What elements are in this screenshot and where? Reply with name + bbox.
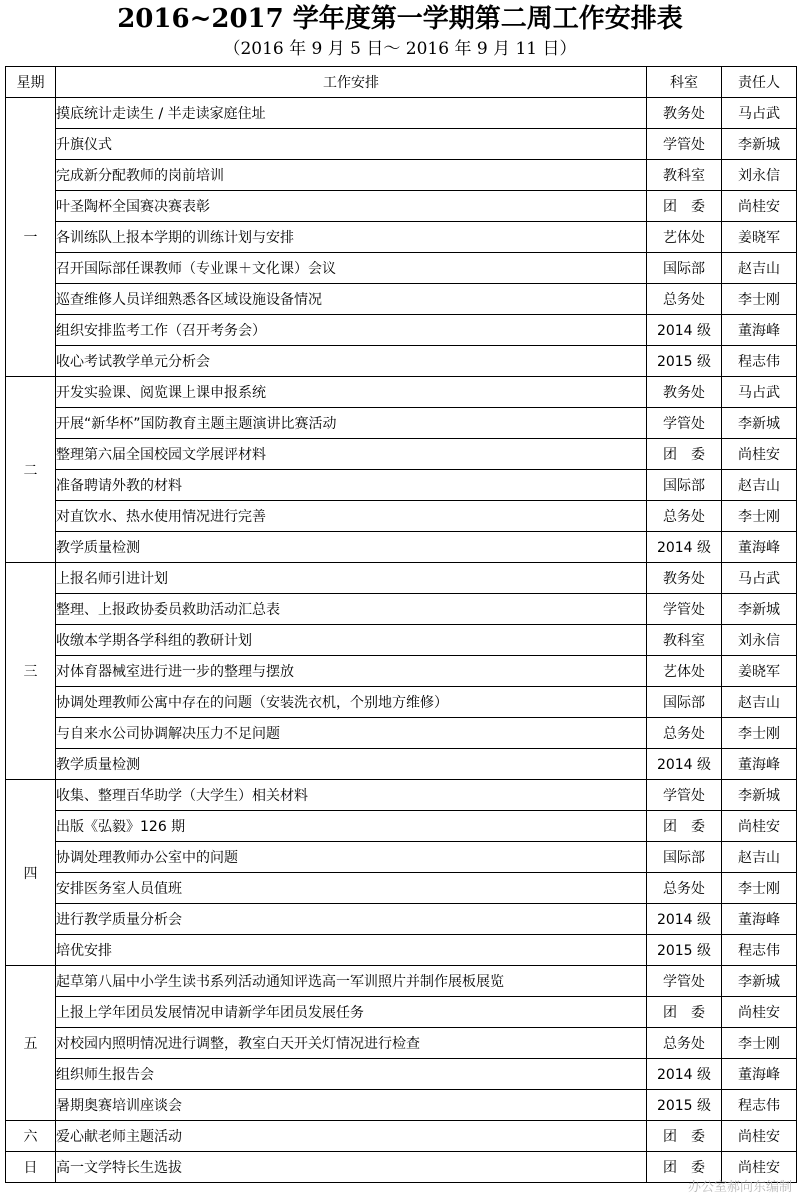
table-row	[6, 439, 797, 470]
responsible-person-cell: 程志伟	[722, 935, 797, 966]
table-row	[6, 408, 797, 439]
table-row	[6, 625, 797, 656]
department-cell: 教务处	[647, 377, 722, 408]
task-cell: 完成新分配教师的岗前培训	[56, 160, 647, 191]
table-row	[6, 129, 797, 160]
responsible-person-cell: 马占武	[722, 563, 797, 594]
department-cell: 总务处	[647, 718, 722, 749]
department-cell: 团 委	[647, 811, 722, 842]
task-cell: 上报名师引进计划	[56, 563, 647, 594]
responsible-person-cell: 刘永信	[722, 160, 797, 191]
table-row	[6, 656, 797, 687]
department-cell: 国际部	[647, 253, 722, 284]
task-cell: 升旗仪式	[56, 129, 647, 160]
responsible-person-cell: 李新城	[722, 966, 797, 997]
department-cell: 2014 级	[647, 315, 722, 346]
task-cell: 叶圣陶杯全国赛决赛表彰	[56, 191, 647, 222]
table-row	[6, 594, 797, 625]
task-cell: 爱心献老师主题活动	[56, 1121, 647, 1152]
table-row	[6, 873, 797, 904]
department-cell: 2015 级	[647, 1090, 722, 1121]
table-row	[6, 315, 797, 346]
department-cell: 团 委	[647, 191, 722, 222]
responsible-person-cell: 马占武	[722, 377, 797, 408]
table-row	[6, 718, 797, 749]
task-cell: 对体育器械室进行进一步的整理与摆放	[56, 656, 647, 687]
responsible-person-cell: 李士刚	[722, 1028, 797, 1059]
weekday-cell: 四	[6, 780, 56, 966]
responsible-person-cell: 尚桂安	[722, 439, 797, 470]
department-cell: 2015 级	[647, 935, 722, 966]
table-row	[6, 904, 797, 935]
task-cell: 召开国际部任课教师（专业课＋文化课）会议	[56, 253, 647, 284]
responsible-person-cell: 李士刚	[722, 718, 797, 749]
page-title: 2016~2017 学年度第一学期第二周工作安排表	[117, 4, 683, 34]
responsible-person-cell: 董海峰	[722, 532, 797, 563]
table-row	[6, 1059, 797, 1090]
department-cell: 教科室	[647, 625, 722, 656]
responsible-person-cell: 尚桂安	[722, 191, 797, 222]
department-cell: 艺体处	[647, 222, 722, 253]
table-row	[6, 98, 797, 129]
department-cell: 学管处	[647, 780, 722, 811]
task-cell: 对校园内照明情况进行调整，教室白天开关灯情况进行检查	[56, 1028, 647, 1059]
table-row	[6, 501, 797, 532]
task-cell: 出版《弘毅》126 期	[56, 811, 647, 842]
responsible-person-cell: 董海峰	[722, 315, 797, 346]
table-row	[6, 997, 797, 1028]
department-cell: 国际部	[647, 687, 722, 718]
department-cell: 教科室	[647, 160, 722, 191]
task-cell: 巡查维修人员详细熟悉各区域设施设备情况	[56, 284, 647, 315]
header-dept: 科室	[647, 67, 722, 98]
header-day: 星期	[6, 67, 56, 98]
department-cell: 国际部	[647, 842, 722, 873]
task-cell: 准备聘请外教的材料	[56, 470, 647, 501]
table-row	[6, 377, 797, 408]
task-cell: 培优安排	[56, 935, 647, 966]
table-row	[6, 563, 797, 594]
schedule-table	[5, 66, 797, 1183]
responsible-person-cell: 赵吉山	[722, 842, 797, 873]
responsible-person-cell: 刘永信	[722, 625, 797, 656]
department-cell: 2015 级	[647, 346, 722, 377]
responsible-person-cell: 尚桂安	[722, 1152, 797, 1183]
table-row	[6, 811, 797, 842]
department-cell: 团 委	[647, 439, 722, 470]
responsible-person-cell: 李新城	[722, 129, 797, 160]
task-cell: 收缴本学期各学科组的教研计划	[56, 625, 647, 656]
task-cell: 各训练队上报本学期的训练计划与安排	[56, 222, 647, 253]
department-cell: 团 委	[647, 1121, 722, 1152]
task-cell: 高一文学特长生选拔	[56, 1152, 647, 1183]
weekday-cell: 三	[6, 563, 56, 780]
task-cell: 收集、整理百华助学（大学生）相关材料	[56, 780, 647, 811]
task-cell: 整理、上报政协委员救助活动汇总表	[56, 594, 647, 625]
task-cell: 组织师生报告会	[56, 1059, 647, 1090]
responsible-person-cell: 董海峰	[722, 1059, 797, 1090]
header-task: 工作安排	[56, 67, 647, 98]
task-cell: 教学质量检测	[56, 749, 647, 780]
responsible-person-cell: 董海峰	[722, 904, 797, 935]
header-row	[6, 67, 797, 98]
task-cell: 整理第六届全国校园文学展评材料	[56, 439, 647, 470]
responsible-person-cell: 尚桂安	[722, 997, 797, 1028]
department-cell: 2014 级	[647, 1059, 722, 1090]
table-row	[6, 935, 797, 966]
responsible-person-cell: 李新城	[722, 408, 797, 439]
task-cell: 教学质量检测	[56, 532, 647, 563]
table-row	[6, 1028, 797, 1059]
table-row	[6, 346, 797, 377]
table-row	[6, 1090, 797, 1121]
table-row	[6, 749, 797, 780]
responsible-person-cell: 李士刚	[722, 501, 797, 532]
task-cell: 暑期奥赛培训座谈会	[56, 1090, 647, 1121]
table-row	[6, 470, 797, 501]
task-cell: 安排医务室人员值班	[56, 873, 647, 904]
task-cell: 收心考试教学单元分析会	[56, 346, 647, 377]
responsible-person-cell: 姜晓军	[722, 656, 797, 687]
task-cell: 开发实验课、阅览课上课申报系统	[56, 377, 647, 408]
weekday-cell: 日	[6, 1152, 56, 1183]
responsible-person-cell: 程志伟	[722, 346, 797, 377]
table-row	[6, 687, 797, 718]
responsible-person-cell: 李新城	[722, 594, 797, 625]
department-cell: 学管处	[647, 966, 722, 997]
department-cell: 团 委	[647, 1152, 722, 1183]
department-cell: 总务处	[647, 501, 722, 532]
task-cell: 与自来水公司协调解决压力不足问题	[56, 718, 647, 749]
table-row	[6, 160, 797, 191]
table-row	[6, 780, 797, 811]
department-cell: 2014 级	[647, 532, 722, 563]
table-row	[6, 966, 797, 997]
responsible-person-cell: 赵吉山	[722, 470, 797, 501]
task-cell: 组织安排监考工作（召开考务会）	[56, 315, 647, 346]
responsible-person-cell: 姜晓军	[722, 222, 797, 253]
responsible-person-cell: 赵吉山	[722, 253, 797, 284]
task-cell: 摸底统计走读生 / 半走读家庭住址	[56, 98, 647, 129]
table-row	[6, 532, 797, 563]
table-row	[6, 284, 797, 315]
responsible-person-cell: 董海峰	[722, 749, 797, 780]
table-row	[6, 253, 797, 284]
task-cell: 协调处理教师公寓中存在的问题（安装洗衣机，个别地方维修）	[56, 687, 647, 718]
responsible-person-cell: 尚桂安	[722, 1121, 797, 1152]
department-cell: 总务处	[647, 284, 722, 315]
weekday-cell: 五	[6, 966, 56, 1121]
department-cell: 2014 级	[647, 749, 722, 780]
responsible-person-cell: 李士刚	[722, 873, 797, 904]
task-cell: 开展“新华杯”国防教育主题主题演讲比赛活动	[56, 408, 647, 439]
responsible-person-cell: 李新城	[722, 780, 797, 811]
header-person: 责任人	[722, 67, 797, 98]
task-cell: 对直饮水、热水使用情况进行完善	[56, 501, 647, 532]
responsible-person-cell: 尚桂安	[722, 811, 797, 842]
table-row	[6, 1152, 797, 1183]
weekday-cell: 六	[6, 1121, 56, 1152]
compiler-credit: 办公室郝向东编制	[687, 1180, 792, 1195]
department-cell: 总务处	[647, 1028, 722, 1059]
schedule-body	[6, 98, 797, 1183]
department-cell: 学管处	[647, 594, 722, 625]
department-cell: 学管处	[647, 129, 722, 160]
task-cell: 起草第八届中小学生读书系列活动通知评选高一军训照片并制作展板展览	[56, 966, 647, 997]
department-cell: 艺体处	[647, 656, 722, 687]
responsible-person-cell: 程志伟	[722, 1090, 797, 1121]
department-cell: 总务处	[647, 873, 722, 904]
department-cell: 国际部	[647, 470, 722, 501]
responsible-person-cell: 李士刚	[722, 284, 797, 315]
department-cell: 教务处	[647, 563, 722, 594]
table-row	[6, 191, 797, 222]
date-range: （2016 年 9 月 5 日～ 2016 年 9 月 11 日）	[223, 39, 577, 59]
department-cell: 团 委	[647, 997, 722, 1028]
table-row	[6, 842, 797, 873]
responsible-person-cell: 马占武	[722, 98, 797, 129]
weekday-cell: 二	[6, 377, 56, 563]
table-row	[6, 222, 797, 253]
department-cell: 教务处	[647, 98, 722, 129]
task-cell: 上报上学年团员发展情况申请新学年团员发展任务	[56, 997, 647, 1028]
table-row	[6, 1121, 797, 1152]
task-cell: 协调处理教师办公室中的问题	[56, 842, 647, 873]
department-cell: 学管处	[647, 408, 722, 439]
responsible-person-cell: 赵吉山	[722, 687, 797, 718]
weekday-cell: 一	[6, 98, 56, 377]
task-cell: 进行教学质量分析会	[56, 904, 647, 935]
department-cell: 2014 级	[647, 904, 722, 935]
